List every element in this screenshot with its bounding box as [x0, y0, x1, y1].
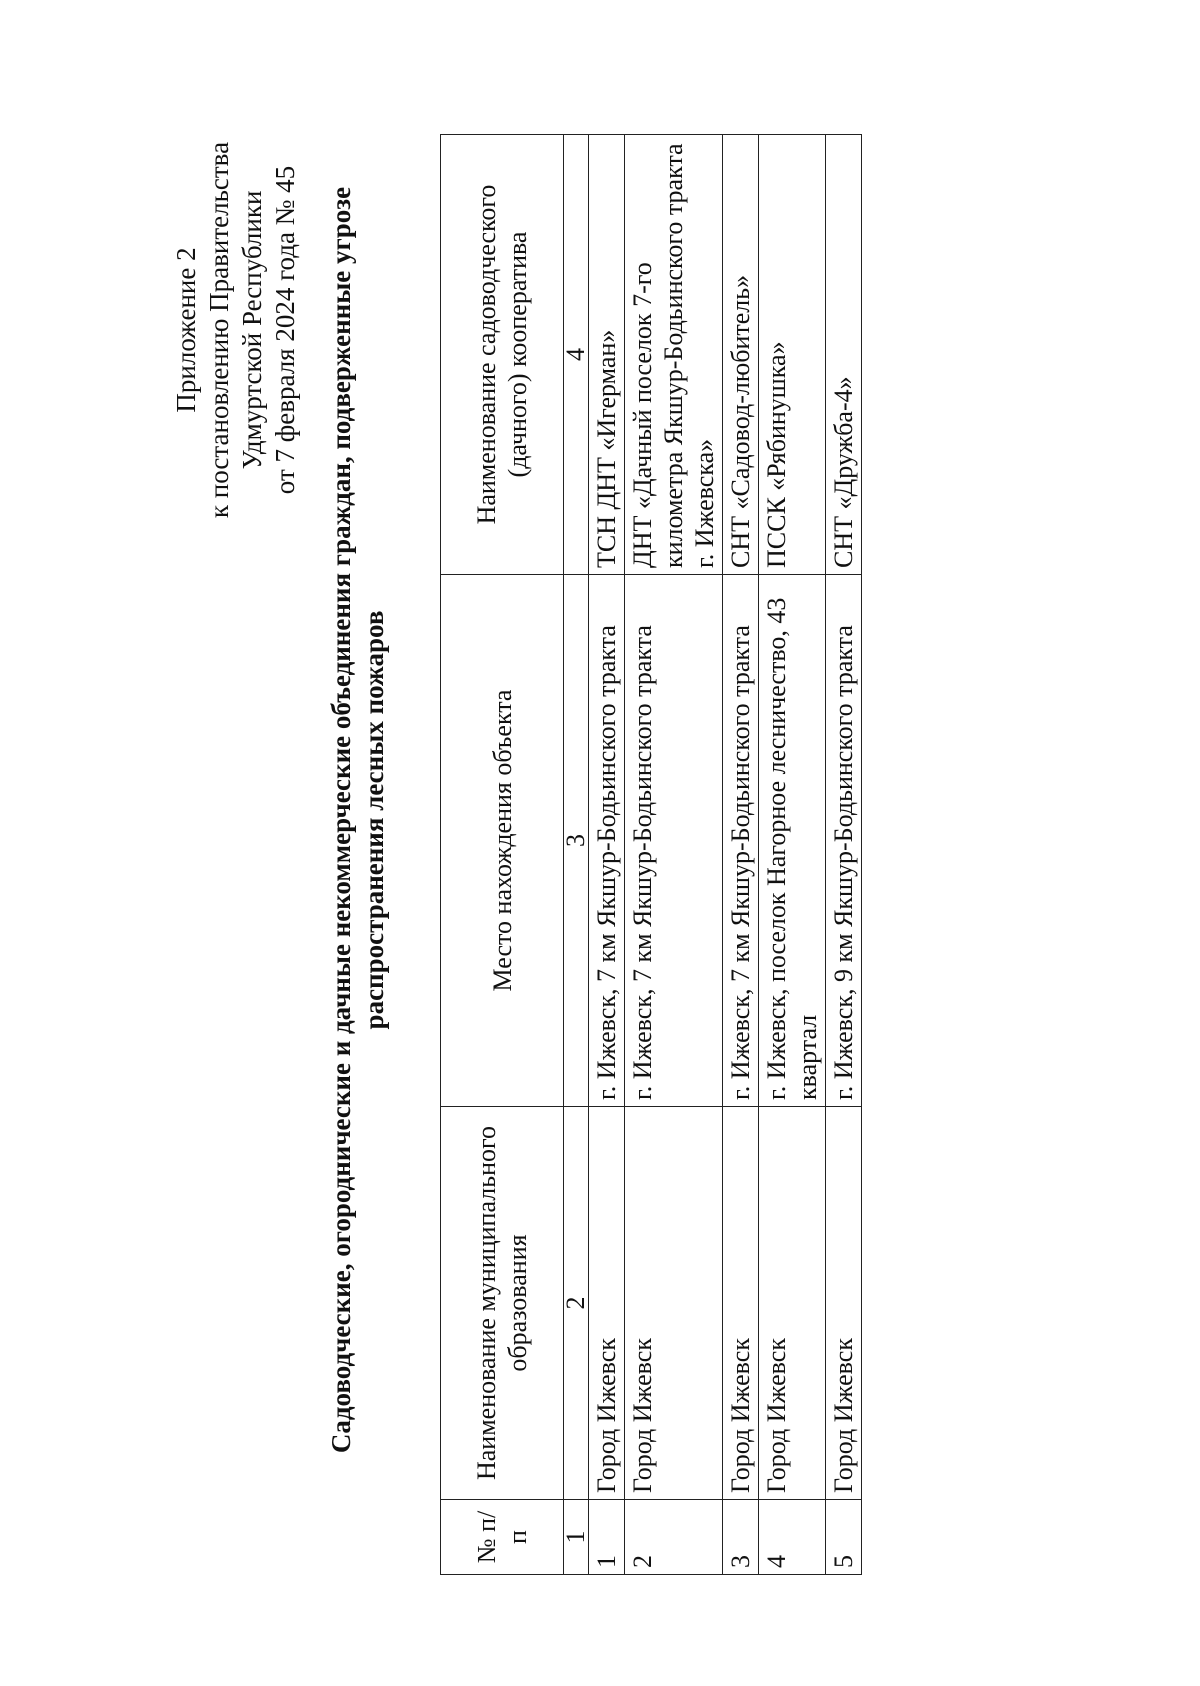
row-location: г. Ижевск, 7 км Якшур-Бодьинского тракта — [723, 575, 759, 1107]
row-location: г. Ижевск, 7 км Якшур-Бодьинского тракта — [589, 575, 625, 1107]
row-number: 4 — [759, 1500, 826, 1575]
column-number: 3 — [564, 575, 589, 1107]
row-number: 2 — [625, 1500, 723, 1575]
row-number: 5 — [826, 1500, 862, 1575]
row-location: г. Ижевск, поселок Нагорное лесничество, 43 квартал — [759, 575, 826, 1107]
row-location: г. Ижевск, 7 км Якшур-Бодьинского тракта — [625, 575, 723, 1107]
document-title — [325, 150, 391, 1490]
row-location: г. Ижевск, 9 км Якшур-Бодьинского тракта — [826, 575, 862, 1107]
header-cooperative: Наименование садоводческого (дачного) кооператива — [441, 135, 564, 575]
header-number: № п/п — [441, 1500, 564, 1575]
column-number: 4 — [564, 135, 589, 575]
column-number: 2 — [564, 1107, 589, 1500]
column-number: 1 — [564, 1500, 589, 1575]
resolution-reference: к постановлению Правительства — [204, 141, 234, 519]
row-cooperative: ДНТ «Дачный поселок 7-го километра Якшур-Бодьинского тракта г. Ижевска» — [625, 135, 723, 575]
row-cooperative: ТСН ДНТ «Игерман» — [589, 135, 625, 575]
row-cooperative: СНТ «Дружба-4» — [826, 135, 862, 575]
table-row — [723, 135, 759, 1575]
table-row — [759, 135, 826, 1575]
rotated-page-content — [150, 110, 1050, 1600]
row-number: 3 — [723, 1500, 759, 1575]
resolution-date: от 7 февраля 2024 года № 45 — [270, 165, 300, 495]
table-row — [625, 135, 723, 1575]
row-municipality: Город Ижевск — [723, 1107, 759, 1500]
row-municipality: Город Ижевск — [759, 1107, 826, 1500]
row-municipality: Город Ижевск — [826, 1107, 862, 1500]
row-number: 1 — [589, 1500, 625, 1575]
table-header-row — [441, 135, 564, 1575]
column-numbers-row — [564, 135, 589, 1575]
row-cooperative: СНТ «Садовод-любитель» — [723, 135, 759, 575]
title-line-1: Садоводческие, огороднические и дачные некоммерческие объединения граждан, подверженные угрозе — [326, 186, 356, 1454]
title-line-2: распространения лесных пожаров — [359, 610, 389, 1030]
cooperatives-table — [440, 134, 862, 1575]
republic-name: Удмуртской Республики — [237, 190, 267, 470]
table-row — [589, 135, 625, 1575]
row-municipality: Город Ижевск — [589, 1107, 625, 1500]
header-municipality: Наименование муниципального образования — [441, 1107, 564, 1500]
table-row — [826, 135, 862, 1575]
row-municipality: Город Ижевск — [625, 1107, 723, 1500]
header-location: Место нахождения объекта — [441, 575, 564, 1107]
approval-block — [170, 130, 302, 530]
row-cooperative: ПССК «Рябинушка» — [759, 135, 826, 575]
appendix-label: Приложение 2 — [171, 247, 201, 413]
